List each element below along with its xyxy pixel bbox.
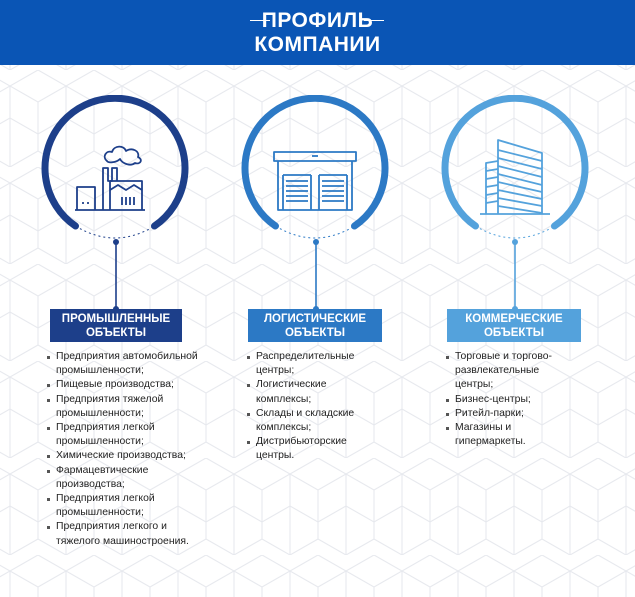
commercial-title-box <box>447 309 581 342</box>
warehouse-icon <box>274 152 356 210</box>
office-building-icon <box>480 140 550 214</box>
list-item: Пищевые производства; <box>47 378 207 392</box>
list-item: Дистрибьюторские центры. <box>247 435 377 463</box>
logistics-title-line2: ОБЪЕКТЫ <box>284 326 346 339</box>
logistics-title-line1: ЛОГИСТИЧЕСКИЕ <box>263 312 367 325</box>
logistics-ring <box>245 98 385 226</box>
logistics-list <box>247 350 377 464</box>
factory-icon <box>75 147 145 210</box>
logistics-dotted-arc <box>276 226 355 238</box>
list-item: Магазины и гипермаркеты. <box>446 421 574 449</box>
commercial-title-line2: ОБЪЕКТЫ <box>483 326 545 339</box>
commercial-title-line1: КОММЕРЧЕСКИЕ <box>465 312 563 325</box>
commercial-connector <box>511 238 519 313</box>
industrial-title-box <box>50 309 182 342</box>
commercial-list <box>446 350 574 449</box>
list-item: Химические производства; <box>47 449 207 463</box>
list-item: Бизнес-центры; <box>446 393 574 407</box>
industrial-connector <box>112 238 120 313</box>
page-title-line1: ПРОФИЛЬ <box>261 9 374 32</box>
list-item: Логистические комплексы; <box>247 378 377 406</box>
industrial-title-line2: ОБЪЕКТЫ <box>85 326 147 339</box>
list-item: Фармацевтические производства; <box>47 464 207 492</box>
industrial-list <box>47 350 207 549</box>
logistics-title-box <box>248 309 382 342</box>
list-item: Предприятия тяжелой промышленности; <box>47 393 207 421</box>
list-item: Предприятия легкого и тяжелого машиностроения. <box>47 520 207 548</box>
industrial-dotted-arc <box>76 226 155 238</box>
industrial-title-line1: ПРОМЫШЛЕННЫЕ <box>61 312 171 325</box>
list-item: Склады и складские комплексы; <box>247 407 377 435</box>
list-item: Предприятия легкой промышленности; <box>47 421 207 449</box>
header-banner <box>0 0 635 65</box>
list-item: Предприятия легкой промышленности; <box>47 492 207 520</box>
list-item: Предприятия автомобильной промышленности; <box>47 350 207 378</box>
logistics-connector <box>312 238 320 313</box>
list-item: Ритейл-парки; <box>446 407 574 421</box>
commercial-dotted-arc <box>476 226 555 238</box>
page-title <box>0 9 635 57</box>
list-item: Распределительные центры; <box>247 350 377 378</box>
list-item: Торговые и торгово-развлекательные центры; <box>446 350 574 393</box>
page-title-line2: КОМПАНИИ <box>254 33 381 56</box>
